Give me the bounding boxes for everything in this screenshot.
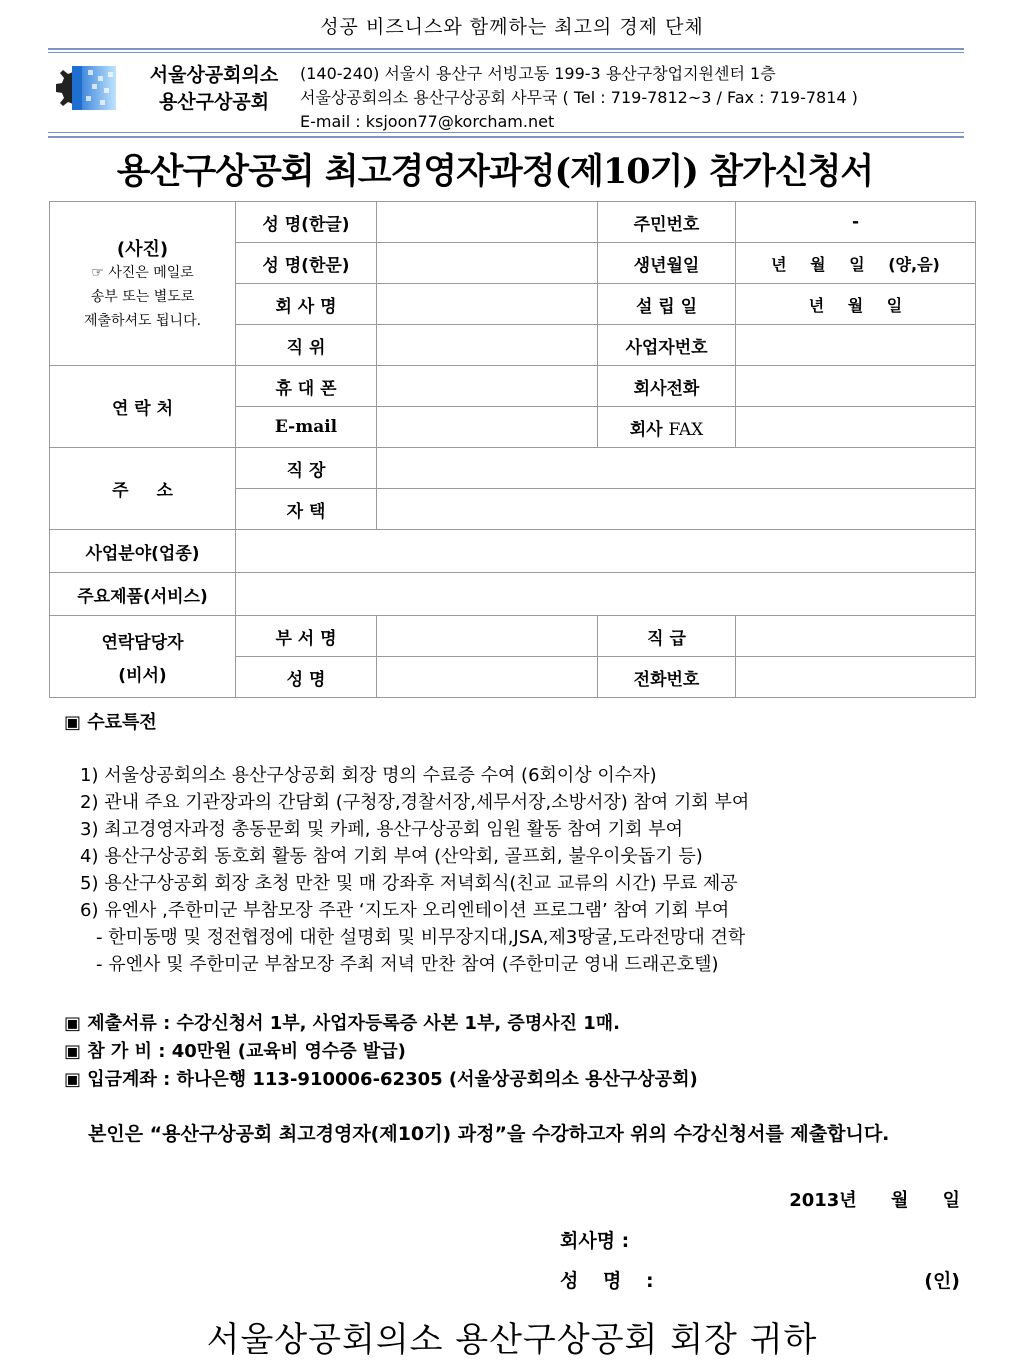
mobile-field[interactable] (377, 366, 598, 407)
company-phone-field[interactable] (736, 366, 976, 407)
founded-field[interactable] (736, 284, 976, 325)
signature-name[interactable]: 성 명 : (560, 1270, 654, 1292)
email-field[interactable] (377, 407, 598, 448)
contact-label: 연 락 처 (50, 366, 236, 448)
liaison-label (50, 616, 236, 698)
documents-line: ▣ 제출서류 : 수강신청서 1부, 사업자등록증 사본 1부, 증명사진 1매. (64, 1013, 621, 1034)
benefits-list (64, 762, 994, 978)
table-row (50, 366, 976, 407)
mobile-label: 휴 대 폰 (236, 366, 377, 407)
benefits-section (64, 708, 994, 978)
home-address-label: 자 택 (236, 489, 377, 530)
biz-no-field[interactable] (736, 325, 976, 366)
photo-note: 제출하셔도 됩니다. (83, 312, 202, 329)
list-item: 5) 용산구상공회 회장 초청 만찬 및 매 강좌후 저녁회식(친교 교류의 시간) 무료 제공 (80, 873, 738, 894)
resident-no-label: 주민번호 (598, 202, 736, 243)
liaison-name-label: 성 명 (236, 657, 377, 698)
company-field[interactable] (377, 284, 598, 325)
founded-value: 년 월 일 (808, 295, 903, 315)
header-rule (48, 52, 964, 53)
header-rule (48, 48, 964, 50)
name-kor-field[interactable] (377, 202, 598, 243)
biz-field-field[interactable] (236, 530, 976, 573)
company-fax-field[interactable] (736, 407, 976, 448)
founded-label: 설 립 일 (598, 284, 736, 325)
addressee: 서울상공회의소 용산구상공회 회장 귀하 (206, 1320, 818, 1360)
application-form-table (49, 201, 976, 698)
company-fax-prefix: 회사 (629, 419, 663, 440)
products-field[interactable] (236, 573, 976, 616)
biz-no-label: 사업자번호 (598, 325, 736, 366)
birth-label: 생년월일 (598, 243, 736, 284)
company-phone-label: 회사전화 (598, 366, 736, 407)
resident-no-field[interactable]: - (736, 202, 976, 243)
department-label: 부 서 명 (236, 616, 377, 657)
declaration: 본인은 “용산구상공회 최고경영자(제10기) 과정”을 수강하고자 위의 수강신청서를 제출합니다. (88, 1123, 890, 1145)
table-row (50, 530, 976, 573)
liaison-label-line2: (비서) (118, 665, 167, 686)
seal-mark: (인) (924, 1270, 960, 1292)
photo-note: 송부 또는 별도로 (90, 288, 195, 305)
email-label: E-mail (236, 407, 377, 448)
chamber-logo (48, 62, 132, 118)
document-title: 용산구상공회 최고경영자과정(제10기) 참가신청서 (116, 151, 874, 192)
rank-field[interactable] (736, 616, 976, 657)
position-field[interactable] (377, 325, 598, 366)
company-fax-label (598, 407, 736, 448)
home-address-field[interactable] (377, 489, 976, 530)
name-hanja-label: 성 명(한문) (236, 243, 377, 284)
photo-cell[interactable] (50, 202, 236, 366)
list-item: 2) 관내 주요 기관장과의 간담회 (구청장,경찰서장,세무서장,소방서장) 참여 기회 부여 (80, 792, 750, 813)
account-line: ▣ 입금계좌 : 하나은행 113-910006-62305 (서울상공회의소 용산구상공회) (64, 1069, 698, 1090)
list-item: 4) 용산구상공회 동호회 활동 참여 기회 부여 (산악회, 골프회, 불우이웃돕기 등) (80, 846, 703, 867)
work-address-field[interactable] (377, 448, 976, 489)
list-subitem: - 한미동맹 및 정전협정에 대한 설명회 및 비무장지대,JSA,제3땅굴,도라전망대 견학 (96, 927, 746, 948)
fee-line: ▣ 참 가 비 : 40만원 (교육비 영수증 발급) (64, 1041, 406, 1062)
address-label: 주 소 (50, 448, 236, 530)
org-contact (300, 62, 858, 134)
birth-value: 년 월 일 (양,음) (771, 254, 940, 274)
list-item: 6) 유엔사 ,주한미군 부참모장 주관 ‘지도자 오리엔테이션 프로그램’ 참여 기회 부여 (80, 900, 730, 921)
table-row (50, 202, 976, 243)
application-date: 2013년 월 일 (789, 1190, 960, 1211)
liaison-name-field[interactable] (377, 657, 598, 698)
phone-label: 전화번호 (598, 657, 736, 698)
phone-field[interactable] (736, 657, 976, 698)
list-subitem: - 유엔사 및 주한미군 부참모장 주최 저녁 만찬 참여 (주한미군 영내 드래곤호텔) (96, 954, 719, 975)
org-email: E-mail : ksjoon77@korcham.net (300, 112, 555, 131)
signature-company[interactable]: 회사명 : (560, 1230, 630, 1252)
org-address: (140-240) 서울시 용산구 서빙고동 199-3 용산구창업지원센터 1층 (300, 64, 776, 83)
slogan: 성공 비즈니스와 함께하는 최고의 경제 단체 (320, 16, 704, 38)
table-row (50, 448, 976, 489)
rank-label: 직 급 (598, 616, 736, 657)
org-name (134, 62, 294, 116)
position-label: 직 위 (236, 325, 377, 366)
table-row (50, 573, 976, 616)
photo-note: ☞ 사진은 메일로 (91, 264, 194, 281)
biz-field-label: 사업분야(업종) (50, 530, 236, 573)
birth-field[interactable] (736, 243, 976, 284)
header-rule (48, 132, 964, 133)
work-address-label: 직 장 (236, 448, 377, 489)
company-fax-suffix: FAX (668, 419, 704, 440)
list-item: 3) 최고경영자과정 총동문회 및 카페, 용산구상공회 임원 활동 참여 기회 부여 (80, 819, 684, 840)
list-item: 1) 서울상공회의소 용산구상공회 회장 명의 수료증 수여 (6회이상 이수자) (80, 765, 657, 786)
header-rule (48, 136, 964, 138)
department-field[interactable] (377, 616, 598, 657)
requirements-section (64, 1010, 698, 1094)
products-label: 주요제품(서비스) (50, 573, 236, 616)
org-office: 서울상공회의소 용산구상공회 사무국 ( Tel : 719-7812~3 / Fax : 719-7814 ) (300, 88, 858, 107)
liaison-label-line1: 연락담당자 (101, 632, 184, 653)
photo-title: (사진) (116, 238, 169, 260)
org-name-line1: 서울상공회의소 (149, 64, 279, 86)
company-label: 회 사 명 (236, 284, 377, 325)
benefits-heading: ▣ 수료특전 (64, 712, 157, 733)
name-kor-label: 성 명(한글) (236, 202, 377, 243)
name-hanja-field[interactable] (377, 243, 598, 284)
org-name-line2: 용산구상공회 (158, 91, 270, 113)
table-row (50, 616, 976, 657)
